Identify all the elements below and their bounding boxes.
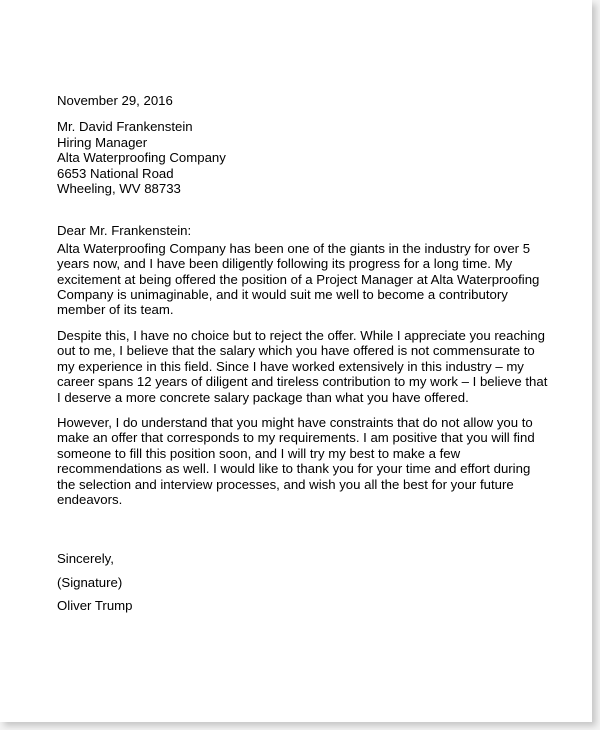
body-paragraph-1: Alta Waterproofing Company has been one of the giants in the industry for over 5 years now, and I have been diligently following its progress for a long time. My excitement at being offered the position of a Project Manager at Alta Waterproofing Company is unimaginable, and it would suit me well to become a contributory member of its team. — [57, 240, 540, 318]
recipient-title: Hiring Manager — [57, 134, 148, 150]
letter-content — [57, 93, 549, 622]
body-paragraph-2: Despite this, I have no choice but to reject the offer. While I appreciate you reaching out to me, I believe that the salary which you have offered is not commensurate to my experience in this field. Since I have worked extensively in this industry – my career spans 12 years of diligent and tireless contribution to my work – I believe that I deserve a more concrete salary package than what you have offered. — [57, 327, 548, 405]
closing-block — [57, 551, 549, 613]
closing: Sincerely, — [57, 551, 114, 567]
recipient-city-state: Wheeling, WV 88733 — [57, 181, 181, 197]
recipient-name: Mr. David Frankenstein — [57, 119, 193, 135]
salutation: Dear Mr. Frankenstein: — [57, 223, 192, 239]
recipient-street: 6653 National Road — [57, 165, 174, 181]
signature: (Signature) — [57, 574, 123, 590]
sender-name: Oliver Trump — [57, 598, 133, 614]
letter-date: November 29, 2016 — [57, 93, 173, 108]
recipient-address — [57, 119, 549, 196]
body-paragraph-3: However, I do understand that you might have constraints that do not allow you to make an offer that corresponds to my requirements. I am positive that you will find someone to fill this position soon, and I will try my best to make a few recommendations as well. I would like to thank you for your time and effort during the selection and interview processes, and wish you all the best for your future endeavors. — [57, 414, 535, 507]
recipient-company: Alta Waterproofing Company — [57, 150, 226, 166]
